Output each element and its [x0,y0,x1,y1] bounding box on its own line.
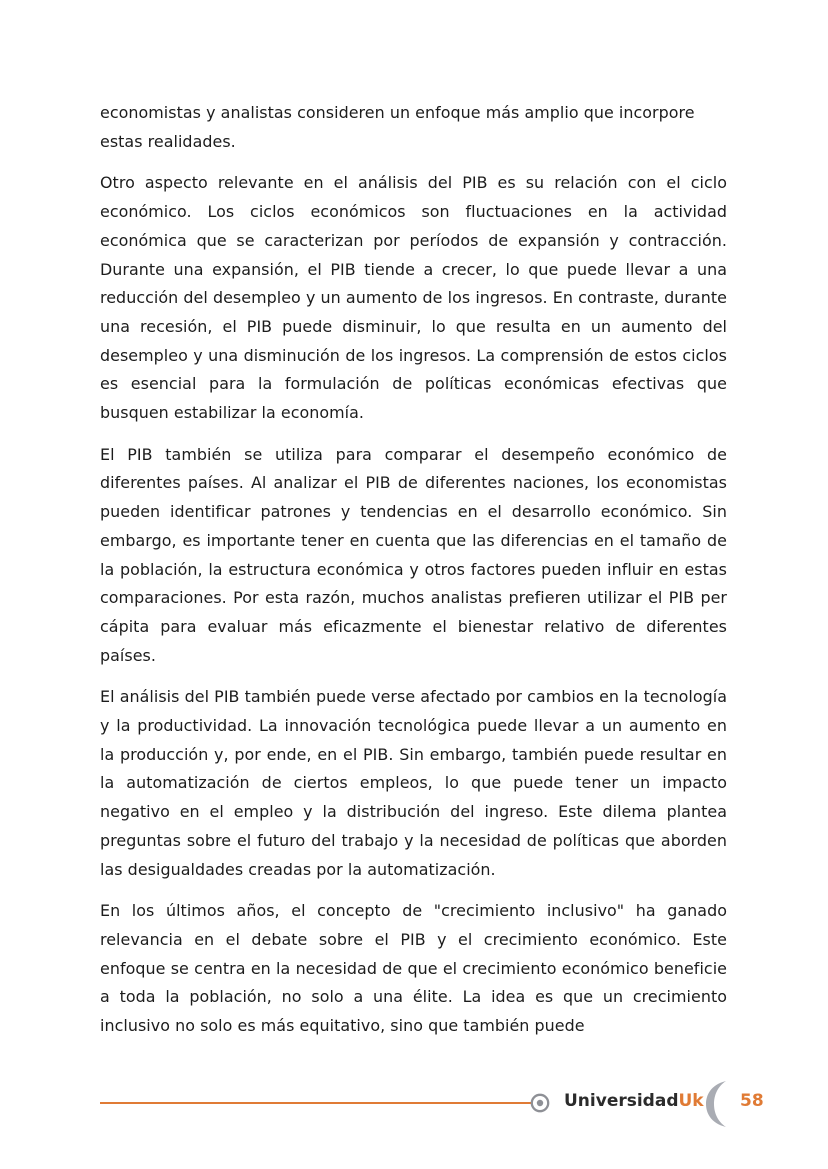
crescent-decoration-icon [706,1080,728,1128]
document-body [100,99,727,1054]
footer-divider-line [100,1102,532,1104]
page-footer [100,1077,770,1131]
paragraph-2: Otro aspecto relevante en el análisis del PIB es su relación con el ciclo económico. Los ciclos económicos son fluctuaciones en la actividad económica que se caracterizan por períodos de expansión y contracción. Durante una expansión, el PIB tiende a crecer, lo que puede llevar a una reducción del desempleo y un aumento de los ingresos. En contraste, durante una recesión, el PIB puede disminuir, lo que resulta en un aumento del desempleo y una disminución de los ingresos. La comprensión de estos ciclos es esencial para la formulación de políticas económicas efectivas que busquen estabilizar la economía. [100,173,727,423]
paragraph-4: El análisis del PIB también puede verse afectado por cambios en la tecnología y la productividad. La innovación tecnológica puede llevar a un aumento en la producción y, por ende, en el PIB. Sin embargo, también puede resultar en la automatización de ciertos empleos, lo que puede tener un impacto negativo en el empleo y la distribución del ingreso. Este dilema plantea preguntas sobre el futuro del trabajo y la necesidad de políticas que aborden las desigualdades creadas por la automatización. [100,687,727,879]
brand-name: Universidad [564,1091,679,1111]
paragraph-1: economistas y analistas consideren un enfoque más amplio que incorpore estas realidades. [100,103,695,151]
brand-accent: Uk [678,1091,704,1111]
target-circle-icon [530,1093,550,1113]
paragraph-3: El PIB también se utiliza para comparar el desempeño económico de diferentes países. Al analizar el PIB de diferentes naciones, los economistas pueden identificar patrones y tendencias en el desarrollo económico. Sin embargo, es importante tener en cuenta que las diferencias en el tamaño de la población, la estructura económica y otros factores pueden influir en estas comparaciones. Por esta razón, muchos analistas prefieren utilizar el PIB per cápita para evaluar más eficazmente el bienestar relativo de diferentes países. [100,444,727,665]
footer-brand [564,1091,704,1111]
paragraph-5: En los últimos años, el concepto de "crecimiento inclusivo" ha ganado relevancia en el debate sobre el PIB y el crecimiento económico. Este enfoque se centra en la necesidad de que el crecimiento económico beneficie a toda la población, no solo a una élite. La idea es que un crecimiento inclusivo no solo es más equitativo, sino que también puede [100,901,727,1036]
page-number: 58 [740,1091,764,1111]
